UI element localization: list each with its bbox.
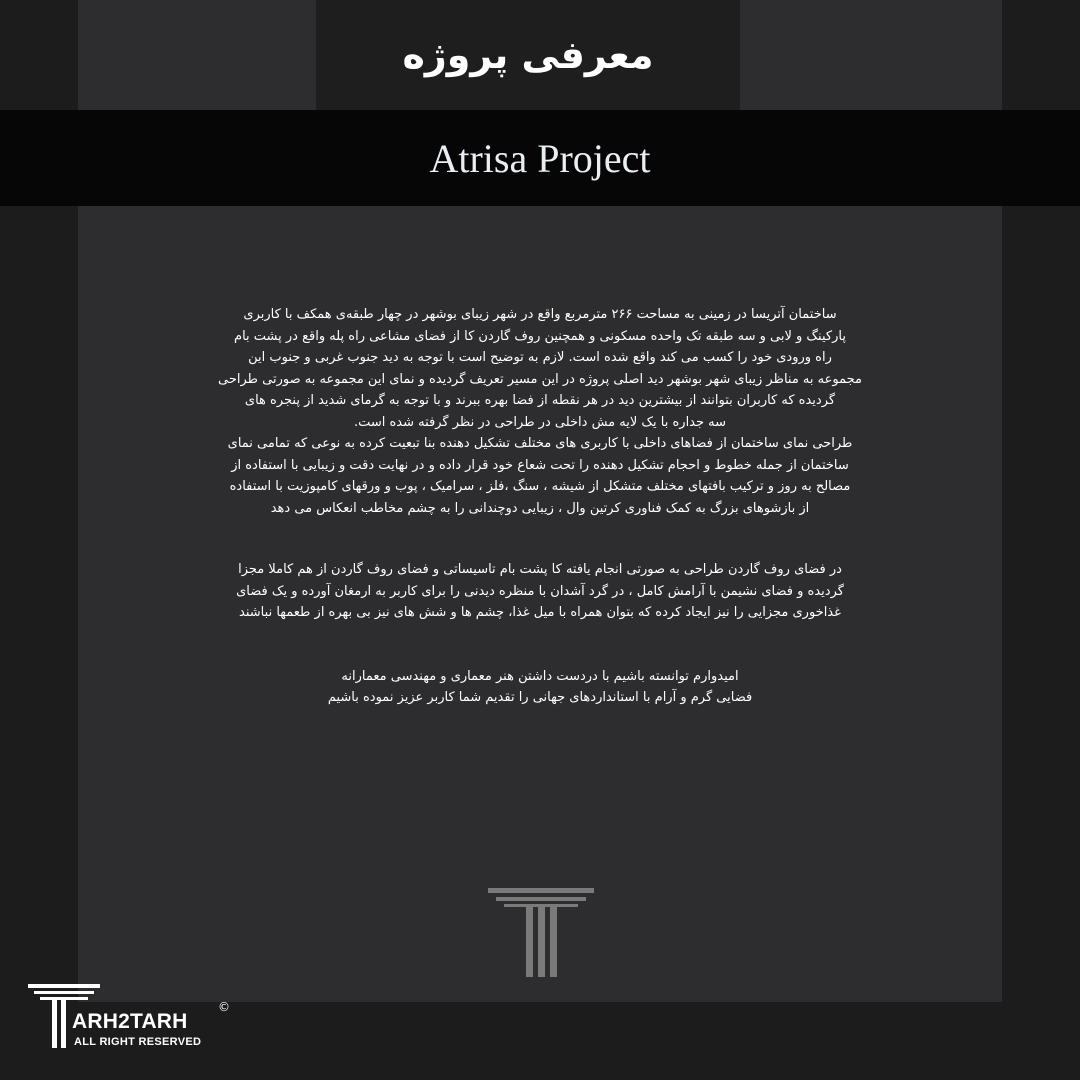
text-line: طراحی نمای ساختمان از فضاهای داخلی با کاربری های مختلف تشکیل دهنده بنا تبعیت کرده به نوعی که تمامی نمای [227,436,853,451]
copyright-symbol: © [218,1000,230,1014]
brand-logo [28,980,238,1052]
project-name: Atrisa Project [429,135,651,181]
text-line: در فضای روف گاردن طراحی به صورتی انجام یافته کا پشت بام تاسیساتی و فضای روف گاردن از هم کاملا مجزا [238,562,842,577]
text-line: از بازشوهای بزرگ به کمک فناوری کرتین وال ، زیبایی دوچندانی را به چشم مخاطب انعکاس می دهد [270,500,810,516]
project-band [0,110,1080,206]
text-line: راه ورودی خود را کسب می کند واقع شده است. لازم به توضیح است با توجه به دید جنوب غربی و جنوب این [248,350,832,365]
brand-rights: ALL RIGHT RESERVED [74,1036,202,1048]
text-line: گردیده که کاربران بتوانند از بیشترین دید در هر نقطه از فضا بهره ببرند و با توجه به گرمای شدید از پنجره های [244,393,836,408]
text-line: ساختمان از جمله خطوط و احجام تشکیل دهنده را تحت شعاع خود قرار داده و در نهایت دقت و زیبایی با استفاده از [231,457,849,473]
column-icon [488,888,594,980]
text-line: مجموعه به مناظر زیبای شهر بوشهر دید اصلی پروژه در این مسیر تعریف گردیده و نمای این مجموعه به صورتی طراحی [218,371,862,387]
text-line: ساختمان آتریسا در زمینی به مساحت ۲۶۶ مترمربع واقع در شهر زیبای بوشهر در چهار طبقه‌ی همکف با کاربری [243,307,837,322]
text-line: غذاخوری مجزایی را نیز ایجاد کرده که بتوان همراه با میل غذا، چشم ها و شش های نیز بی بهره از طعمها نباشند [239,605,841,620]
page-title: معرفی پروژه [402,33,654,77]
paragraph-main [150,304,930,519]
paragraph-closing [150,666,930,709]
paragraph-roof-garden [150,559,930,624]
brand-name: ARH2TARH [72,1010,188,1033]
text-line: پارکینگ و لابی و سه طبقه تک واحده مسکونی و همچنین روف گاردن کا از فضای مشاعی راه پله واقع در پشت بام [234,328,846,344]
text-line: فضایی گرم و آرام با استانداردهای جهانی را تقدیم شما کاربر عزیز نموده باشیم [327,690,753,705]
text-line: مصالح به روز و ترکیب بافتهای مختلف متشکل از شیشه ، سنگ ،فلز ، سرامیک ، پوب و ورقهای کامپوزیت با استفاده [229,479,851,494]
text-line: امیدوارم توانسته باشیم با دردست داشتن هنر معماری و مهندسی معمارانه [341,668,739,684]
text-line: گردیده و فضای نشیمن با آرامش کامل ، در گرد آشدان با منظره دیدنی را برای کاربر به ارمغان آورده و یک فضای [236,583,844,599]
text-line: سه جداره با یک لایه مش داخلی در طراحی در نظر گرفته شده است. [353,414,727,430]
title-box [316,0,740,110]
description [150,304,930,709]
